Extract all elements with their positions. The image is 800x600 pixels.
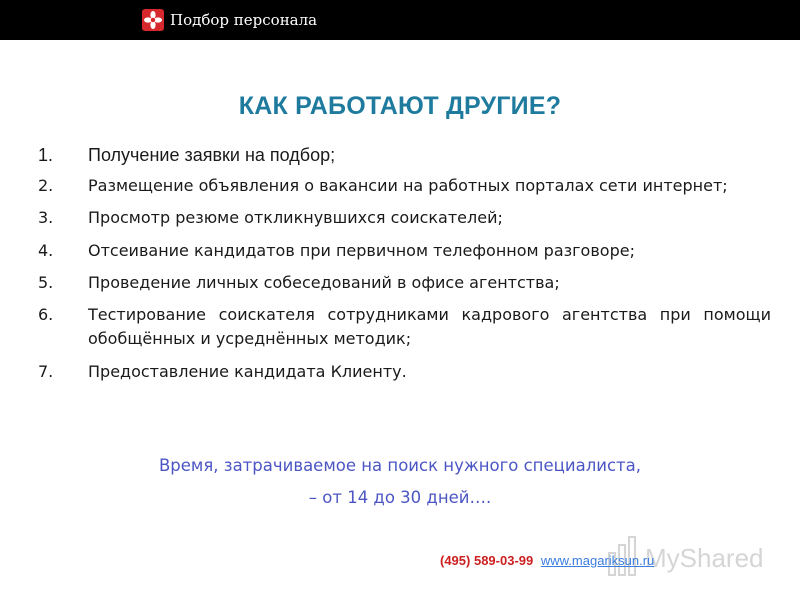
slide-title: КАК РАБОТАЮТ ДРУГИЕ? xyxy=(238,92,562,120)
step-number: 7. xyxy=(38,362,54,381)
list-item xyxy=(38,143,771,167)
step-text: Получение заявки на подбор; xyxy=(88,145,336,165)
step-number: 1. xyxy=(38,145,54,165)
brand-name: Подбор персонала xyxy=(170,11,318,29)
list-item xyxy=(38,303,771,351)
steps-list xyxy=(38,143,771,384)
step-text: Предоставление кандидата Клиенту. xyxy=(88,362,407,381)
step-number: 2. xyxy=(38,176,54,195)
step-text: Тестирование соискателя сотрудниками кадрового агентства при помощи обобщённых и усреднённых методик; xyxy=(88,305,771,348)
flower-logo-icon xyxy=(142,9,164,31)
step-number: 3. xyxy=(38,208,54,227)
list-item xyxy=(38,271,771,295)
website-link[interactable]: www.magariksun.ru xyxy=(540,553,655,568)
step-text: Отсеивание кандидатов при первичном телефонном разговоре; xyxy=(88,241,635,260)
step-number: 5. xyxy=(38,273,54,292)
step-number: 6. xyxy=(38,305,54,324)
highlight-line-2: – от 14 до 30 дней…. xyxy=(308,488,492,507)
list-item xyxy=(38,174,771,198)
phone-number: (495) 589-03-99 xyxy=(440,553,534,568)
list-item xyxy=(38,360,771,384)
step-text: Просмотр резюме откликнувшихся соискателей; xyxy=(88,208,503,227)
step-text: Проведение личных собеседований в офисе агентства; xyxy=(88,273,560,292)
step-text: Размещение объявления о вакансии на работных порталах сети интернет; xyxy=(88,176,728,195)
brand[interactable] xyxy=(142,7,317,33)
step-number: 4. xyxy=(38,241,54,260)
list-item xyxy=(38,239,771,263)
contacts xyxy=(440,553,654,568)
header-bar xyxy=(0,0,800,40)
watermark-text: MyShared xyxy=(645,543,764,573)
highlight-line-1: Время, затрачиваемое на поиск нужного специалиста, xyxy=(158,456,641,475)
list-item xyxy=(38,206,771,230)
